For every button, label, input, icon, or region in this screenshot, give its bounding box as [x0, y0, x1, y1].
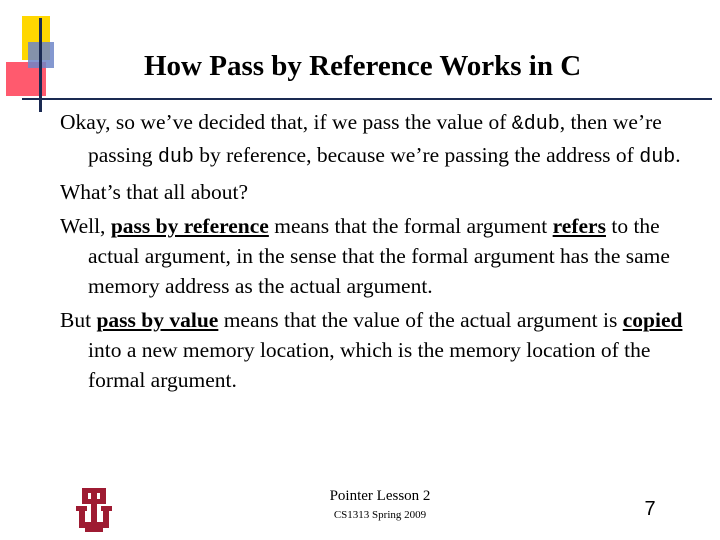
- slide-body: [60, 107, 708, 399]
- term-copied: copied: [622, 308, 683, 332]
- code-ampersand-dub: &dub: [511, 113, 560, 136]
- university-logo-icon: [76, 488, 112, 532]
- code-dub: dub: [157, 146, 194, 169]
- text: What’s that all about?: [60, 180, 249, 204]
- footer-lesson-title: Pointer Lesson 2: [329, 488, 431, 504]
- text: into a new memory location, which is the memory location of the formal argument.: [88, 338, 651, 392]
- text: , then we’re passing: [88, 110, 662, 167]
- slide-title: How Pass by Reference Works in C: [144, 50, 582, 82]
- term-refers: refers: [552, 214, 606, 238]
- paragraph-question: [60, 177, 708, 207]
- paragraph-pass-by-value: [60, 305, 708, 395]
- term-pass-by-value: pass by value: [96, 308, 219, 332]
- text: But: [60, 308, 97, 332]
- paragraph-pass-by-reference: [60, 211, 708, 301]
- code-dub: dub: [639, 146, 676, 169]
- text: .: [675, 143, 681, 167]
- text: Okay, so we’ve decided that, if we pass the value of: [60, 110, 512, 134]
- text: Well,: [60, 214, 111, 238]
- paragraph-pass-address: [60, 107, 708, 173]
- footer-course-term: CS1313 Spring 2009: [333, 509, 427, 521]
- term-pass-by-reference: pass by reference: [110, 214, 269, 238]
- text: means that the value of the actual argument is: [218, 308, 623, 332]
- text: to the actual argument, in the sense that the formal argument has the same memory address as the actual argument.: [88, 214, 670, 298]
- page-number: 7: [644, 498, 656, 520]
- text: means that the formal argument: [268, 214, 553, 238]
- title-underline-rule: [22, 98, 712, 100]
- text: by reference, because we’re passing the address of: [193, 143, 640, 167]
